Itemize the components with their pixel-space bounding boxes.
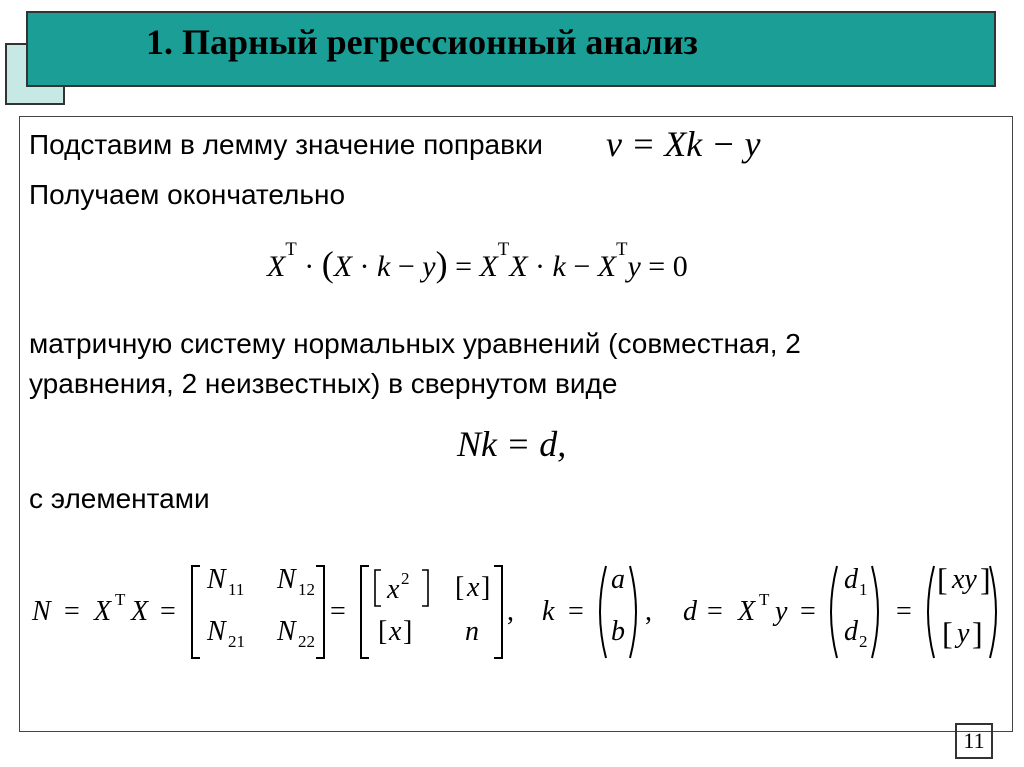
- svg-text:,: ,: [507, 596, 514, 627]
- svg-text:X: X: [131, 596, 149, 627]
- svg-text:a: a: [611, 564, 625, 595]
- svg-text:N: N: [277, 564, 296, 595]
- svg-text:=: =: [160, 596, 176, 627]
- svg-text:=: =: [568, 596, 584, 627]
- svg-text:x: x: [467, 572, 480, 603]
- svg-text:,: ,: [645, 596, 652, 627]
- svg-text:N: N: [32, 596, 51, 627]
- formula-matrices: [0, 548, 1024, 673]
- formula-normal-equation: $X^T \cdot (X \cdot k - y) = X^TX \cdot k - X^Ty = 0$: [267, 239, 688, 284]
- svg-text:N: N: [207, 616, 226, 647]
- svg-text:=: =: [64, 596, 80, 627]
- svg-text:N: N: [277, 616, 296, 647]
- text-matrix-system-line1: матричную систему нормальных уравнений (совместная, 2: [29, 328, 801, 359]
- slide-title: 1. Парный регрессионный анализ: [146, 22, 698, 62]
- svg-text:=: =: [707, 596, 723, 627]
- svg-text:d: d: [844, 616, 858, 647]
- text-with-elements: с элементами: [29, 483, 210, 514]
- text-matrix-system-line2: уравнения, 2 неизвестных) в свернутом виде: [29, 368, 618, 399]
- text-substitute: Подставим в лемму значение поправки: [29, 129, 543, 160]
- svg-text:k: k: [542, 596, 555, 627]
- svg-text:22: 22: [298, 632, 315, 651]
- svg-text:x: x: [389, 616, 402, 647]
- svg-text:[: [: [942, 615, 953, 651]
- svg-text:d: d: [844, 564, 858, 595]
- svg-text:]: ]: [972, 615, 983, 651]
- svg-text:d: d: [683, 596, 697, 627]
- page-number: 11: [955, 723, 993, 759]
- svg-text:n: n: [465, 616, 479, 647]
- text-result: Получаем окончательно: [29, 179, 346, 210]
- svg-text:=: =: [800, 596, 816, 627]
- svg-text:T: T: [759, 590, 770, 609]
- formula-nk-d: Nk = d,: [457, 424, 567, 464]
- svg-text:X: X: [738, 596, 756, 627]
- svg-text:11: 11: [228, 580, 245, 599]
- svg-text:=: =: [330, 596, 346, 627]
- svg-text:N: N: [207, 564, 226, 595]
- svg-text:12: 12: [298, 580, 315, 599]
- svg-text:2: 2: [401, 569, 410, 588]
- svg-text:]: ]: [980, 561, 991, 597]
- svg-text:[: [: [937, 561, 948, 597]
- text-line-substitute: [29, 131, 543, 159]
- svg-text:x: x: [387, 574, 400, 605]
- svg-text:]: ]: [403, 616, 413, 647]
- formula-correction: v = Xk − y: [606, 124, 761, 164]
- svg-text:xy: xy: [952, 564, 977, 595]
- svg-text:1: 1: [859, 580, 868, 599]
- svg-text:]: ]: [481, 572, 491, 603]
- svg-text:=: =: [896, 596, 912, 627]
- svg-text:b: b: [611, 616, 625, 647]
- svg-text:T: T: [115, 590, 126, 609]
- svg-text:y: y: [775, 596, 788, 627]
- svg-text:y: y: [957, 618, 970, 649]
- svg-text:2: 2: [859, 632, 868, 651]
- svg-text:21: 21: [228, 632, 245, 651]
- svg-text:X: X: [94, 596, 112, 627]
- svg-text:[: [: [378, 616, 388, 647]
- svg-text:[: [: [455, 572, 465, 603]
